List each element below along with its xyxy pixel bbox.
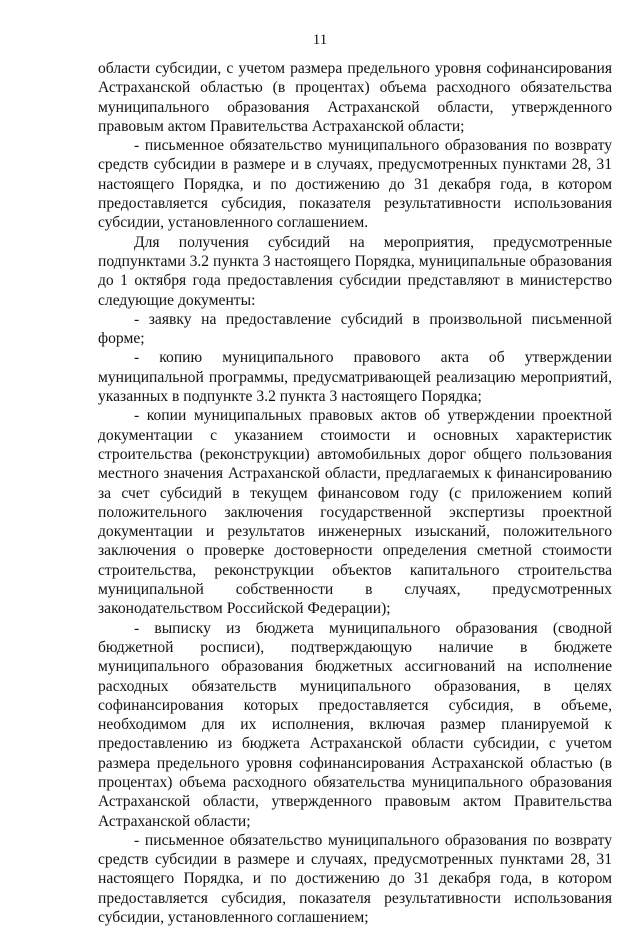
paragraph-program-copy: - копию муниципального правового акта об утверждении муниципальной программы, предусматривающей реализацию мероприятий, указанных в подпункте 3.2 пункта 3 настоящего Порядка; xyxy=(98,349,612,406)
paragraph-repayment-obligation: - письменное обязательство муниципального образования по возврату средств субсидии в размере и в случаях, предусмотренных пунктами 28, 31 настоящего Порядка, и по достижению до 31 декабря года, в котором предоставляется субсидия, показателя результативности использования субсидии, установленного соглашением. xyxy=(98,137,612,232)
paragraph-repayment-obligation-2: - письменное обязательство муниципального образования по возврату средств субсидии в размере и случаях, предусмотренных пунктами 28, 31 настоящего Порядка, и по достижению до 31 декабря года, в котором предоставляется субсидия, показателя результативности использования субсидии, установленного соглашением; xyxy=(98,831,612,927)
paragraph-documents-intro: Для получения субсидий на мероприятия, предусмотренные подпунктами 3.2 пункта 3 настоящего Порядка, муниципальные образования до 1 октября года предоставления субсидии представляют в министерство следующие документы: xyxy=(98,233,612,309)
paragraph-budget-extract: - выписку из бюджета муниципального образования (сводной бюджетной росписи), подтверждающую наличие в бюджете муниципального образования бюджетных ассигнований на исполнение расходных обязательств муниципального образования, в целях софинансирования которых предоставляется субсидия, в объеме, необходимом для их исполнения, включая размер планируемой к предоставлению из бюджета Астраханской области субсидии, с учетом размера предельного уровня софинансирования Астраханской областью (в процентах) объема расходного обязательства муниципального образования Астраханской области, утвержденного правовым актом Правительства Астраханской области; xyxy=(98,619,612,830)
document-body xyxy=(98,59,612,927)
paragraph-continuation: области субсидии, с учетом размера предельного уровня софинансирования Астраханской областью (в процентах) объема расходного обязательства муниципального образования Астраханской области, утвержденного правовым актом Правительства Астраханской области; xyxy=(98,60,612,135)
paragraph-project-docs: - копии муниципальных правовых актов об утверждении проектной документации с указанием стоимости и основных характеристик строительства (реконструкции) автомобильных дорог общего пользования местного значения Астраханской области, предлагаемых к финансированию за счет субсидий в текущем финансовом году (с приложением копий положительного заключения государственной экспертизы проектной документации и результатов инженерных изысканий, положительного заключения о проверке достоверности определения сметной стоимости строительства, реконструкции объектов капитального строительства муниципальной собственности в случаях, предусмотренных законодательством Российской Федерации); xyxy=(98,407,612,618)
paragraph-application: - заявку на предоставление субсидий в произвольной письменной форме; xyxy=(98,310,612,348)
page-number: 11 xyxy=(312,32,328,48)
